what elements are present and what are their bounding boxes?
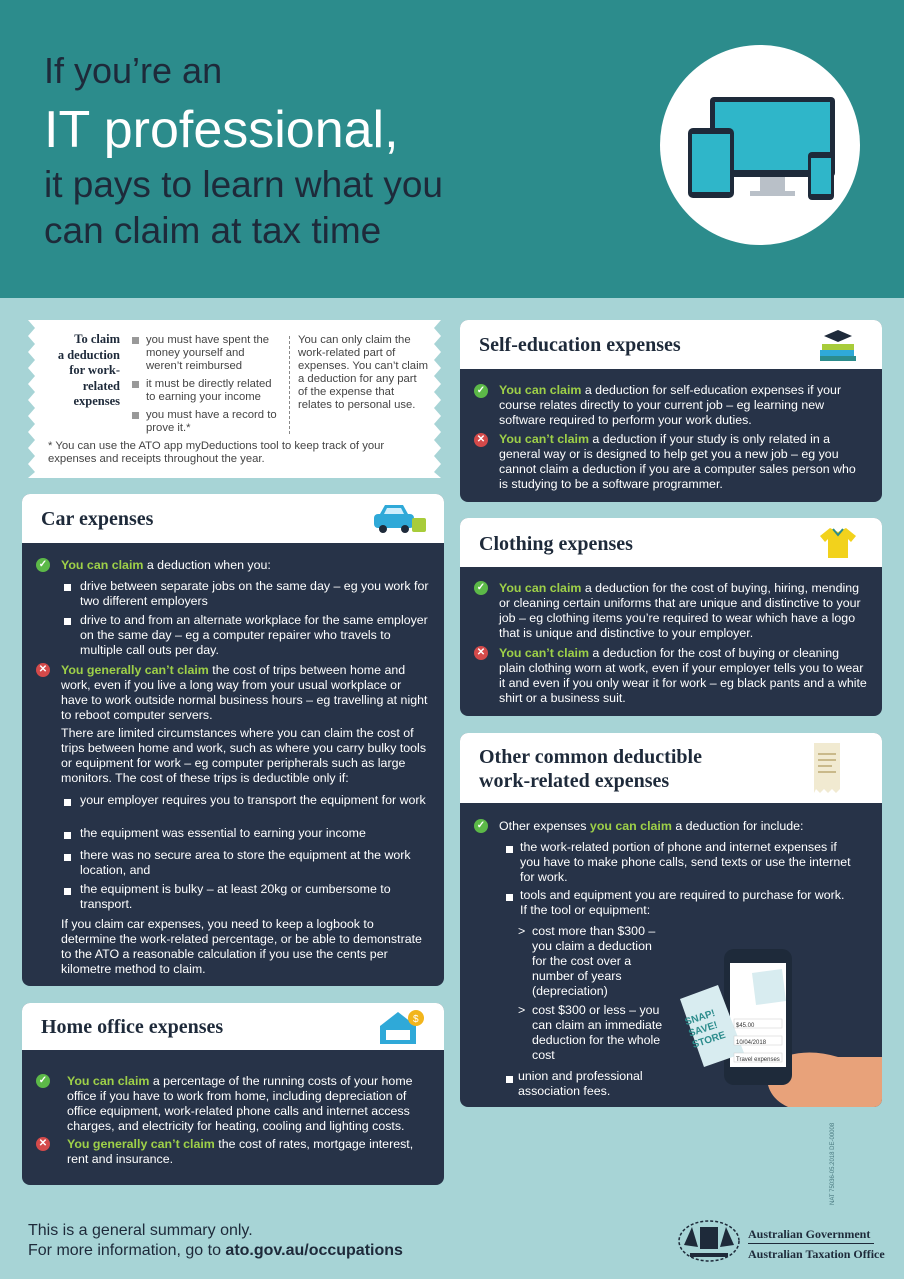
car-can-bullet-2: drive to and from an alternate workplace for the same employer on the same day – eg a computer repairer who travels to multiple call outs per day.: [80, 613, 428, 657]
gov-divider: [748, 1243, 874, 1244]
car-limited-bullet-1: your employer requires you to transport the equipment for work: [80, 793, 426, 807]
bullet-icon: [64, 832, 71, 839]
receipt-icon: [812, 743, 842, 793]
claim-side-note: You can only claim the work-related part of expenses. You can’t claim a deduction for any part of the expense that relates to personal use.: [298, 334, 428, 411]
gov-name: Australian Government: [748, 1227, 871, 1241]
other-bullet-3: union and professional association fees.: [518, 1069, 643, 1098]
header-banner: [0, 0, 904, 298]
bullet-icon: [506, 894, 513, 901]
clothing-can-claim: You can claim a deduction for the cost of buying, hiring, mending or cleaning certain uniforms that are unique and distinctive to your job – eg clothing items you’re required to wear which have a logo that is unique and distinctive to your employer.: [499, 581, 861, 640]
other-bullet-2: tools and equipment you are required to purchase for work. If the tool or equipment:: [520, 888, 845, 917]
car-cant-claim: You generally can’t claim the cost of trips between home and work, even if you live a long way from your usual workplace or have to work outside normal business hours – eg travelling at night to reboot computer servers.: [61, 663, 428, 722]
headline-line-4: can claim at tax time: [44, 210, 382, 251]
home-office-icon: [376, 1008, 426, 1046]
other-card-header: [460, 733, 882, 803]
cross-icon: ✕: [474, 646, 488, 660]
shirt-icon: [818, 526, 858, 560]
books-graduation-icon: [818, 328, 858, 362]
home-title: Home office expenses: [41, 1016, 224, 1038]
claim-divider: [289, 336, 290, 434]
phone-amount: $45.00: [736, 1023, 755, 1029]
other-title-line: work-related expenses: [479, 770, 670, 792]
other-bullet-1: the work-related portion of phone and internet expenses if you have to make phone calls, send texts or use the internet for work.: [520, 840, 851, 884]
clothing-cant-claim: You can’t claim a deduction for the cost of buying or cleaning plain clothing worn at work, even if your employer tells you to wear it and even if you only wear it for work – eg black pants and a white shirt or a business suit.: [499, 646, 867, 705]
home-office-card: [22, 1003, 444, 1185]
claim-heading-line: a deduction: [57, 347, 120, 362]
ato-link[interactable]: ato.gov.au/occupations: [225, 1242, 403, 1259]
svg-text:$: $: [413, 1014, 419, 1025]
headline-line-2: IT professional,: [44, 101, 399, 159]
claim-bullet: you must have spent the money yourself and weren’t reimbursed: [132, 334, 284, 373]
bullet-icon: [506, 846, 513, 853]
home-card-body: [22, 1050, 444, 1185]
car-limited-bullet-4: the equipment is bulky – at least 20kg or cumbersome to transport.: [80, 882, 391, 911]
selfed-card-header: [460, 320, 882, 369]
tick-icon: ✓: [474, 819, 488, 833]
cross-icon: ✕: [474, 433, 488, 447]
cross-icon: ✕: [36, 663, 50, 677]
coat-of-arms-logo: [676, 1215, 742, 1263]
bullet-icon: [64, 888, 71, 895]
car-limited: There are limited circumstances where you can claim the cost of trips between home and work, such as where you carry bulky tools or equipment for work – eg computer peripherals such as large monitors. The cost of these trips is deductible only if:: [61, 726, 427, 785]
footer-more-info: For more information, go to ato.gov.au/occupations: [28, 1242, 403, 1259]
phone-description: Travel expenses: [736, 1057, 780, 1063]
document-code: NAT 75036-05.2018 DE-00008: [830, 1122, 836, 1205]
tick-icon: ✓: [36, 558, 50, 572]
sub-arrow-icon: >: [518, 924, 526, 938]
home-card-header: [22, 1003, 444, 1050]
cross-icon: ✕: [36, 1137, 50, 1151]
sub-arrow-icon: >: [518, 1003, 526, 1017]
car-title: Car expenses: [41, 508, 154, 530]
other-title-line: Other common deductible: [479, 746, 702, 768]
claim-heading-line: for work-: [69, 363, 120, 377]
car-card-body: [22, 543, 444, 986]
tick-icon: ✓: [474, 384, 488, 398]
claim-bullet: you must have a record to prove it.*: [132, 409, 284, 435]
other-sub-2: cost $300 or less – you can claim an immediate deduction for the whole cost: [532, 1003, 663, 1062]
home-cant-claim: You generally can’t claim the cost of rates, mortgage interest, rent and insurance.: [67, 1137, 414, 1166]
headline-line-3: it pays to learn what you: [44, 164, 443, 205]
clothing-card: [460, 518, 882, 716]
claim-box: [28, 320, 441, 478]
clothing-card-body: [460, 567, 882, 716]
car-limited-bullet-3: there was no secure area to store the equipment at the work location, and: [80, 848, 411, 877]
car-card-header: [22, 494, 444, 543]
bullet-icon: [64, 584, 71, 591]
home-can-claim: You can claim a percentage of the running costs of your home office if you have to work from home, including depreciation of office equipment, work-related phone calls and internet access charges, and electricity for heating, cooling and lighting costs.: [67, 1074, 413, 1133]
bullet-icon: [64, 799, 71, 806]
bullet-icon: [64, 854, 71, 861]
clothing-title: Clothing expenses: [479, 533, 633, 555]
claim-heading-line: related: [82, 378, 120, 393]
phone-receipt-text: SNAP! SAVE! STORE: [683, 1007, 728, 1051]
tick-icon: ✓: [36, 1074, 50, 1088]
car-expenses-card: [22, 494, 444, 986]
claim-footnote: * You can use the ATO app myDeductions tool to keep track of your expenses and receipts throughout the year.: [48, 440, 385, 465]
other-expenses-card: [460, 733, 882, 1107]
bullet-icon: [64, 618, 71, 625]
phone-illustration: [678, 945, 882, 1105]
ato-name: Australian Taxation Office: [748, 1247, 885, 1261]
footer-summary: This is a general summary only.: [28, 1222, 253, 1239]
car-can-claim: You can claim a deduction when you:: [61, 558, 271, 572]
tick-icon: ✓: [474, 581, 488, 595]
car-can-bullet-1: drive between separate jobs on the same day – eg you work for two different employers: [80, 579, 429, 608]
selfed-can-claim: You can claim a deduction for self-education expenses if your course relates directly to your current job – eg learning new software required to perform your work duties.: [499, 383, 842, 427]
selfed-card-body: [460, 369, 882, 502]
claim-bullet: it must be directly related to earning your income: [132, 378, 284, 404]
phone-date: 10/04/2018: [736, 1040, 767, 1046]
headline-line-1: If you’re an: [44, 50, 223, 91]
bullet-icon: [506, 1076, 513, 1083]
claim-heading-line: To claim: [74, 332, 120, 346]
other-title: [479, 745, 702, 793]
other-card-body: [460, 803, 882, 1107]
selfed-cant-claim: You can’t claim a deduction if your study is only related in a general way or is designed to help get you a new job – eg you cannot claim a deduction if you are a computer sales person who is studying to be a software programmer.: [499, 432, 856, 491]
claim-heading: [48, 332, 120, 410]
other-intro: Other expenses you can claim a deduction for include:: [499, 819, 804, 833]
car-icon: [372, 500, 430, 536]
other-sub-1: cost more than $300 – you claim a deduction for the cost over a number of years (depreciation): [532, 924, 656, 998]
devices-icon: [660, 45, 860, 245]
car-logbook: If you claim car expenses, you need to keep a logbook to determine the work-related percentage, or be able to demonstrate to the ATO a reasonable calculation if you use the cents per kilometre method to claim.: [61, 917, 422, 976]
self-education-card: [460, 320, 882, 502]
clothing-card-header: [460, 518, 882, 567]
selfed-title: Self-education expenses: [479, 334, 681, 356]
car-limited-bullet-2: the equipment was essential to earning your income: [80, 826, 366, 840]
claim-heading-line: expenses: [73, 394, 120, 408]
